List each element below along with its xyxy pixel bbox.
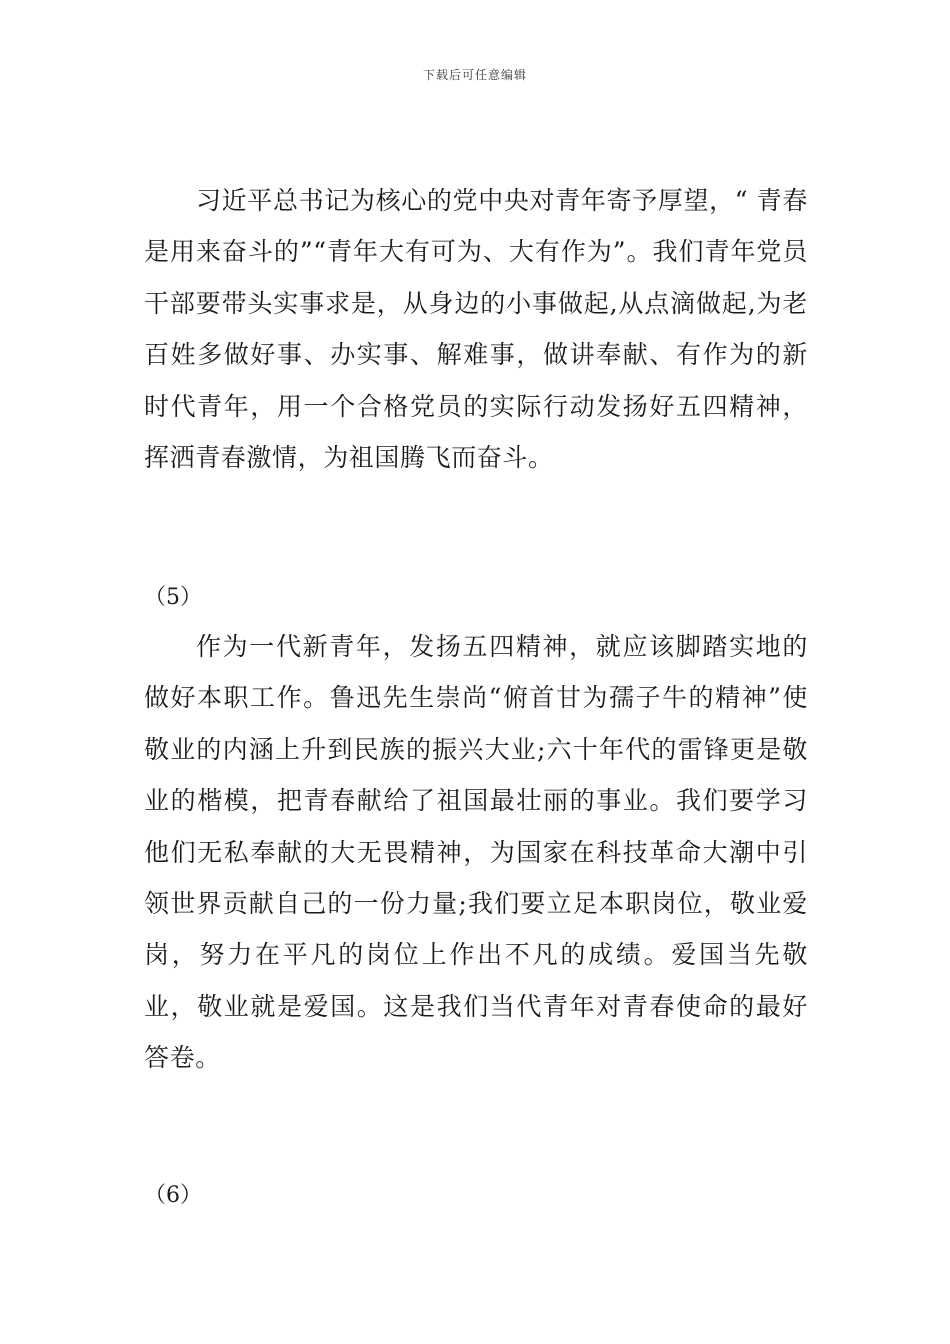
body-paragraph: 作为一代新青年，发扬五四精神，就应该脚踏实地的做好本职工作。鲁迅先生崇尚“俯首甘为孺子牛的精神”使敬业的内涵上升到民族的振兴大业;六十年代的雷锋更是敬业的楷模，把青春献给了祖国最壮丽的事业。我们要学习他们无私奉献的大无畏精神，为国家在科技革命大潮中引领世界贡献自己的一份力量;我们要立足本职岗位，敬业爱岗，努力在平凡的岗位上作出不凡的成绩。爱国当先敬业，敬业就是爱国。这是我们当代青年对青春使命的最好答卷。 bbox=[144, 632, 808, 1073]
section-number: （5） bbox=[144, 585, 202, 610]
body-paragraph: 习近平总书记为核心的党中央对青年寄予厚望，“ 青春是用来奋斗的”“青年大有可为、大有作为”。我们青年党员干部要带头实事求是，从身边的小事做起,从点滴做起,为老百姓多做好事、办实事、解难事，做讲奉献、有作为的新时代青年，用一个合格党员的实际行动发扬好五四精神，挥洒青春激情，为祖国腾飞而奋斗。 bbox=[144, 186, 808, 473]
section-number: （6） bbox=[144, 1183, 202, 1208]
page-header: 下载后可任意编辑 bbox=[422, 68, 527, 82]
